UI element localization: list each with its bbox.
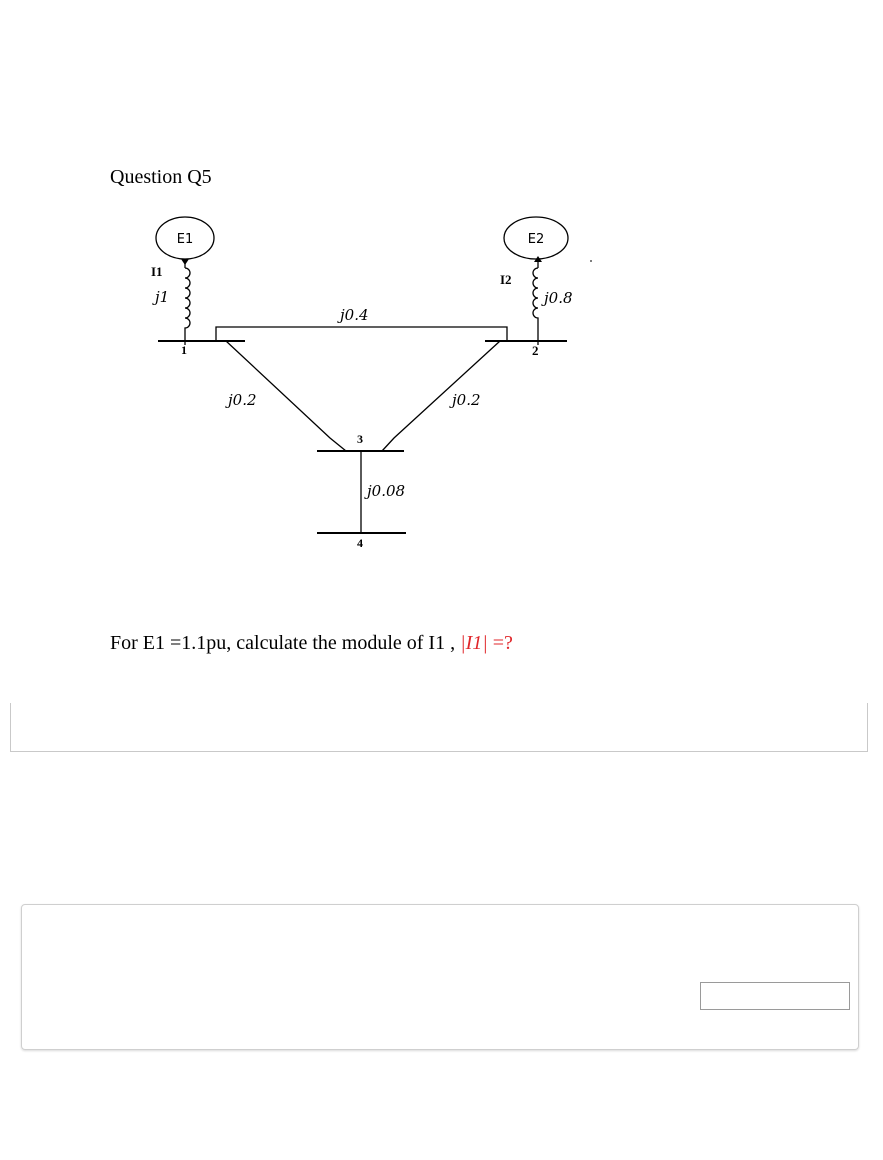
generator-e2	[504, 217, 568, 259]
inductor-j1	[185, 268, 190, 345]
line-3-4-reactance: j0.08	[367, 482, 406, 500]
line-2-3	[382, 341, 500, 451]
current-label-i2: I2	[500, 272, 512, 287]
question-prompt-equals: =?	[487, 632, 513, 654]
bus-3-label: 3	[357, 432, 363, 446]
bus-2-label: 2	[532, 343, 539, 358]
bus-4-label: 4	[357, 536, 363, 550]
question-prompt-highlight	[460, 632, 513, 654]
question-prompt-text: For E1 =1.1pu, calculate the module of I1 ,	[110, 632, 456, 654]
answer-panel	[21, 904, 859, 1050]
reactance-label-j0.8: j0.8	[544, 289, 573, 307]
bus-1-label: 1	[181, 343, 187, 357]
decorative-dot	[590, 260, 592, 262]
generator-e1	[156, 217, 214, 259]
abs-i1: |I1|	[460, 632, 488, 654]
divider-band	[10, 703, 868, 752]
line-2-3-reactance: j0.2	[452, 391, 481, 409]
line-1-2	[216, 327, 507, 341]
inductor-j0.8	[533, 268, 538, 345]
current-arrow-i1	[181, 259, 189, 265]
answer-input[interactable]	[700, 982, 850, 1010]
reactance-label-j1: j1	[155, 288, 170, 306]
generator-e1-label: E1	[176, 232, 194, 247]
line-1-3-reactance: j0.2	[228, 391, 257, 409]
question-prompt	[110, 632, 513, 655]
generator-e2-label: E2	[527, 232, 545, 247]
current-label-i1: I1	[151, 264, 163, 279]
line-1-2-reactance: j0.4	[340, 306, 369, 324]
question-title: Question Q5	[110, 166, 212, 188]
